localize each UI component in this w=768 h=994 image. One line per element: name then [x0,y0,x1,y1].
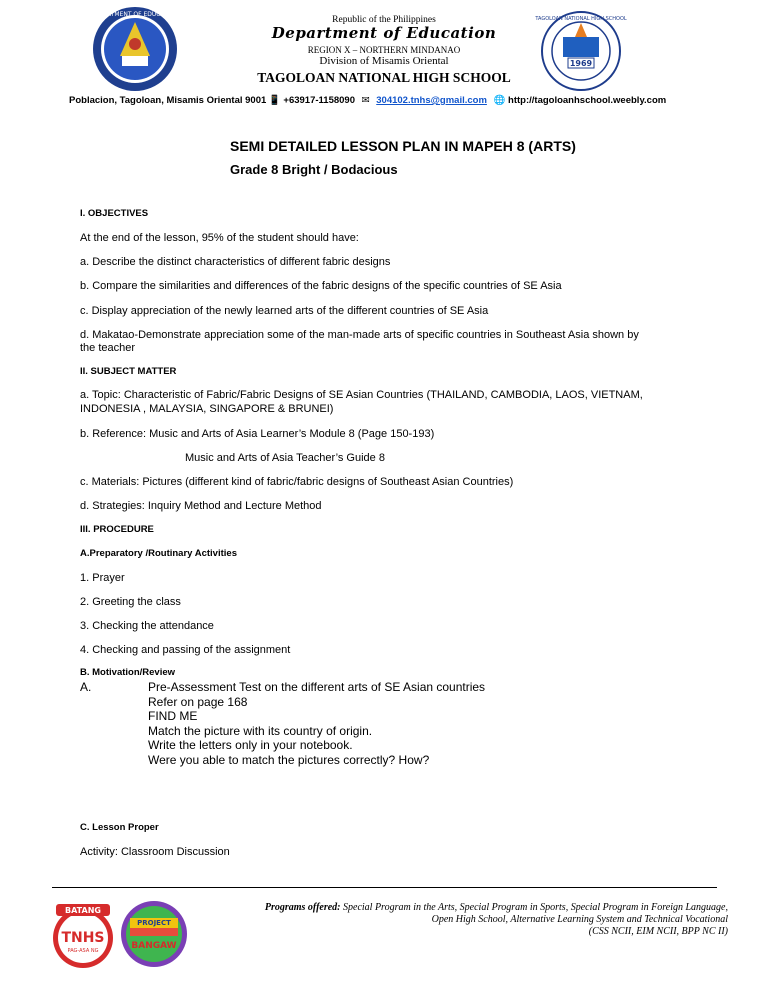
email-link[interactable]: 304102.tnhs@gmail.com [376,95,487,106]
objective-c: c. Display appreciation of the newly learned arts of the different countries of SE Asia [80,305,489,317]
motivation-line: Refer on page 168 [148,694,248,709]
division-text: Division of Misamis Oriental [319,55,449,67]
school-name: TAGOLOAN NATIONAL HIGH SCHOOL [257,70,511,85]
school-seal-year: 1969 [569,59,593,68]
objective-a: a. Describe the distinct characteristics of different fabric designs [80,256,391,268]
logo1-top-text: BATANG [65,906,101,915]
materials-line: c. Materials: Pictures (different kind of fabric/fabric designs of Southeast Asian Countries) [80,476,514,488]
reference-line1: b. Reference: Music and Arts of Asia Learner’s Module 8 (Page 150-193) [80,428,435,440]
programs-label: Programs offered: [264,902,341,913]
school-seal-text: TAGOLOAN NATIONAL HIGH SCHOOL [535,16,627,22]
objectives-intro: At the end of the lesson, 95% of the student should have: [80,232,359,244]
project-bangaw-logo [120,898,188,970]
mail-icon: ✉ [361,95,370,106]
motivation-line: Write the letters only in your notebook. [148,738,353,752]
topic-line1: a. Topic: Characteristic of Fabric/Fabric Designs of SE Asian Countries (THAILAND, CAMBODIA, LAOS, VIETNAM, [80,389,643,401]
motivation-line: Match the picture with its country of origin. [148,723,373,738]
contact-line [69,95,666,106]
objective-d-line2: the teacher [80,342,136,354]
procedure-item: 3. Checking the attendance [80,620,214,632]
motivation-line: Were you able to match the pictures correctly? How? [148,752,430,767]
logo2-top-text: PROJECT [137,919,171,927]
preparatory-heading: A.Preparatory /Routinary Activities [80,548,237,559]
objective-d-line1: d. Makatao-Demonstrate appreciation some of the man-made arts of specific countries in Southeast Asia shown by [80,329,639,341]
logo2-main-text: BANGAW [131,941,177,951]
page-subtitle: Grade 8 Bright / Bodacious [230,162,398,177]
procedure-heading: III. PROCEDURE [80,524,154,535]
page-title: SEMI DETAILED LESSON PLAN IN MAPEH 8 (ARTS) [230,138,576,154]
website-link[interactable]: http://tagoloanhschool.weebly.com [508,95,667,106]
footer-divider [52,887,717,888]
topic-line2: INDONESIA , MALAYSIA, SINGAPORE & BRUNEI) [80,403,334,415]
subject-matter-heading: II. SUBJECT MATTER [80,366,177,377]
programs-line2: Open High School, Alternative Learning System and Technical Vocational [431,914,728,925]
procedure-item: 2. Greeting the class [80,596,181,608]
procedure-item: 4. Checking and passing of the assignment [80,644,291,656]
phone-icon: 📱 [268,95,281,106]
strategies-line: d. Strategies: Inquiry Method and Lecture Method [80,500,322,512]
reference-line2: Music and Arts of Asia Teacher’s Guide 8 [185,452,385,464]
region-text: REGION X – NORTHERN MINDANAO [307,45,461,55]
procedure-item: 1. Prayer [80,572,125,584]
batang-tnhs-logo [50,900,116,970]
logo1-sub-text: PAG-ASA NG [67,948,99,954]
phone-text: +63917-1158090 [283,95,355,106]
address-text: Poblacion, Tagoloan, Misamis Oriental 9001 [69,95,267,106]
programs-line3: (CSS NCII, EIM NCII, BPP NC II) [588,926,728,937]
activity-line: Activity: Classroom Discussion [80,846,230,858]
programs-line1: Special Program in the Arts, Special Program in Sports, Special Program in Foreign Language, [343,902,728,913]
objectives-heading: I. OBJECTIVES [80,208,149,219]
globe-icon: 🌐 [493,95,506,106]
programs-offered [190,902,728,938]
motivation-letter: A. [80,680,92,694]
department-title: Department of Education [271,24,497,42]
logo1-main-text: TNHS [61,930,105,946]
motivation-line: Pre-Assessment Test on the different arts of SE Asian countries [148,680,486,694]
motivation-list [148,680,485,767]
motivation-heading: B. Motivation/Review [80,667,176,678]
deped-seal-text: DEPARTMENT OF EDUCATION [91,11,179,18]
objective-b: b. Compare the similarities and differences of the fabric designs of the specific countries of SE Asia [80,280,562,292]
lesson-proper-heading: C. Lesson Proper [80,822,159,833]
republic-text: Republic of the Philippines [332,15,436,25]
motivation-line: FIND ME [148,709,198,723]
